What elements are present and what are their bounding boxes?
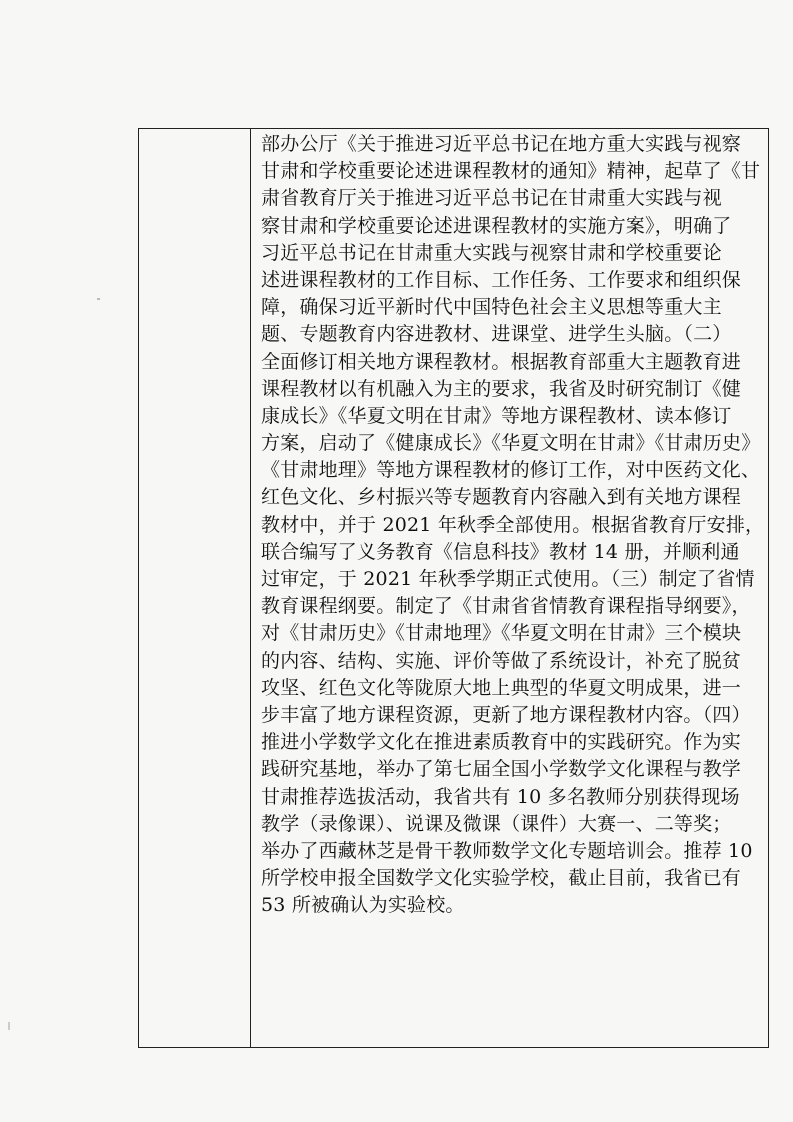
text-line: 课程教材以有机融入为主的要求，我省及时研究制订《健	[261, 377, 742, 400]
text-line: 述进课程教材的工作目标、工作任务、工作要求和组织保	[261, 268, 742, 291]
text-line: 践研究基地，举办了第七届全国小学数学文化课程与教学	[261, 758, 742, 781]
text-line: 肃省教育厅关于推进习近平总书记在甘肃重大实践与视	[261, 187, 722, 210]
text-line: 攻坚、红色文化等陇原大地上典型的华夏文明成果，进一	[261, 676, 742, 699]
content-cell	[251, 129, 768, 1047]
text-line: 过审定，于 2021 年秋季学期正式使用。（三）制定了省情	[261, 568, 755, 590]
text-line: 对《甘肃历史》《甘肃地理》《华夏文明在甘肃》三个模块	[261, 622, 742, 645]
text-line: 习近平总书记在甘肃重大实践与视察甘肃和学校重要论	[261, 241, 722, 264]
text-line: 教育课程纲要。制定了《甘肃省省情教育课程指导纲要》，	[261, 595, 751, 618]
text-line: 全面修订相关地方课程教材。根据教育部重大主题教育进	[261, 350, 742, 373]
text-line: 所学校申报全国数学文化实验学校，截止目前，我省已有	[261, 867, 742, 890]
text-line: 教材中，并于 2021 年秋季全部使用。根据省教育厅安排，	[261, 513, 765, 536]
text-line: 53 所被确认为实验校。	[261, 894, 465, 917]
text-line: 察甘肃和学校重要论述进课程教材的实施方案》，明确了	[261, 214, 732, 237]
label-column-cell	[139, 129, 251, 1047]
text-line: 甘肃推荐选拔活动，我省共有 10 多名教师分别获得现场	[261, 785, 740, 808]
text-line: 举办了西藏林芝是骨干教师数学文化专题培训会。推荐 10	[261, 839, 753, 862]
text-line: 步丰富了地方课程资源，更新了地方课程教材内容。（四）	[261, 703, 751, 726]
text-line: 推进小学数学文化在推进素质教育中的实践研究。作为实	[261, 731, 742, 754]
text-line: 《甘肃地理》等地方课程教材的修订工作，对中医药文化、	[261, 459, 761, 482]
form-table	[138, 128, 769, 1048]
text-line: 的内容、结构、实施、评价等做了系统设计，补充了脱贫	[261, 649, 742, 672]
scan-artifact-dot	[8, 1022, 10, 1030]
text-line: 教学（录像课）、说课及微课（课件）大赛一、二等奖；	[261, 812, 732, 835]
text-line: 联合编写了义务教育《信息科技》教材 14 册，并顺利通	[261, 540, 740, 563]
text-line: 红色文化、乡村振兴等专题教育内容融入到有关地方课程	[261, 486, 742, 509]
text-line: 部办公厅《关于推进习近平总书记在地方重大实践与视察	[261, 133, 742, 155]
text-line: 方案，启动了《健康成长》《华夏文明在甘肃》《甘肃历史》	[261, 432, 761, 455]
scan-artifact-mark	[97, 298, 100, 300]
text-line: 甘肃和学校重要论述进课程教材的通知》精神，起草了《甘	[261, 160, 761, 183]
text-line: 康成长》《华夏文明在甘肃》等地方课程教材、读本修订	[261, 404, 732, 427]
text-line: 障，确保习近平新时代中国特色社会主义思想等重大主	[261, 296, 722, 319]
text-line: 题、专题教育内容进教材、进课堂、进学生头脑。（二）	[261, 323, 732, 346]
